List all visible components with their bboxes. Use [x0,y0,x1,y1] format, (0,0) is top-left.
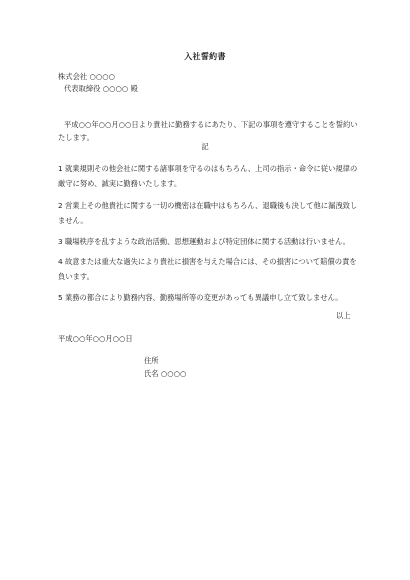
pledge-item-2: 2 営業上その他貴社に関する一切の機密は在職中はもちろん、退職後も決して他に漏洩致しません。 [58,201,358,225]
closing-ijou: 以上 [336,311,351,320]
pledge-item-3: 3 職場秩序を乱すような政治活動、思想運動および特定団体に関する活動は行いません。 [58,237,350,246]
signature-name-label: 氏名 ○○○○ [144,369,187,378]
addressee-representative: 代表取締役 ○○○○ 殿 [64,84,138,93]
document-title: 入社誓約書 [184,52,226,61]
pledge-item-5: 5 業務の都合により勤務内容、勤務場所等の変更があっても異議申し立て致しません。 [58,293,343,302]
document-date: 平成○○年○○月○○日 [58,334,133,343]
signature-address-label: 住所 [144,356,159,365]
ki-heading: 記 [201,142,209,151]
intro-paragraph: 平成○○年○○月○○日より貴社に勤務するにあたり、下記の事項を遵守することを誓約いたします。 [58,120,358,142]
pledge-item-1: 1 就業規則その他会社に関する諸事項を守るのはもちろん、上司の指示・命令に従い規律の厳守に努め、誠実に勤務いたします。 [58,164,358,188]
addressee-company: 株式会社 ○○○○ [58,72,115,81]
pledge-item-4: 4 故意または重大な過失により貴社に損害を与えた場合には、その損害について賠償の責を負います。 [58,257,357,281]
